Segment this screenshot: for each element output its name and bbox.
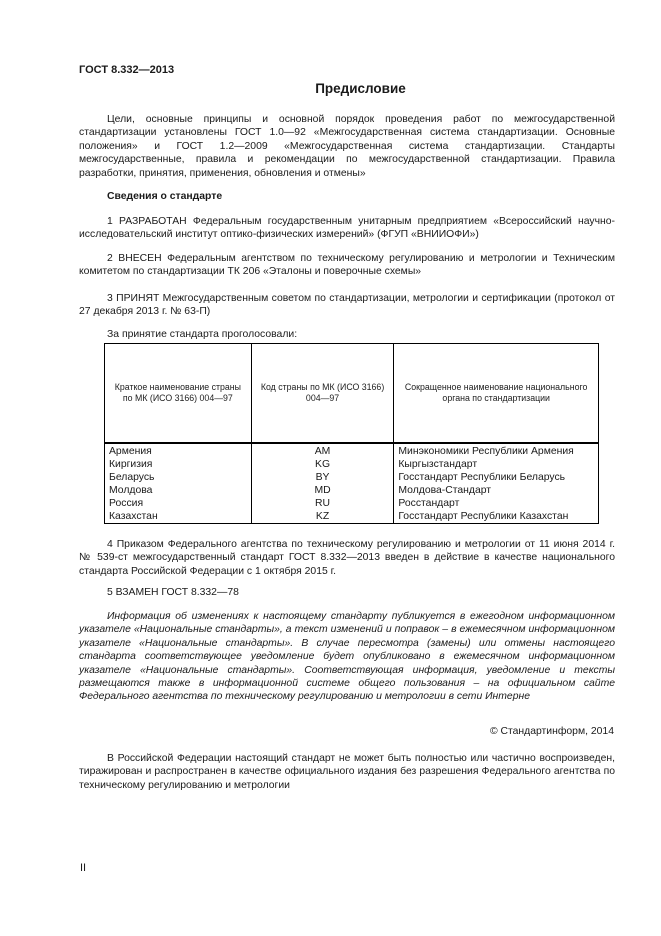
column-header-country: Краткое наименование страны по МК (ИСО 3166) 004—97 <box>105 344 252 444</box>
table-row <box>105 497 599 510</box>
code-cell: AM <box>251 443 394 458</box>
body-cell: Кыргызстандарт <box>394 458 599 471</box>
code-cell: KZ <box>251 510 394 524</box>
body-cell: Минэкономики Республики Армения <box>394 443 599 458</box>
country-cell: Армения <box>105 443 252 458</box>
item-enacted: 4 Приказом Федерального агентства по техническому регулированию и метрологии от 11 июня 2014 г. № 539-ст межгосударственный стандарт ГОСТ 8.332—2013 введен в действие в качестве национального стандарта Российской Федерации с 1 октября 2015 г. <box>79 539 615 577</box>
changes-info-paragraph: Информация об изменениях к настоящему стандарту публикуется в ежегодном информационном указателе «Национальные стандарты», а текст изменений и поправок – в ежемесячном информационном указателе «Национальные стандарты». В случае пересмотра (замены) или отмены настоящего стандарта соответствующее уведомление будет опубликовано в ежемесячном информационном указателе «Национальные стандарты». Соответствующая информация, уведомление и тексты размещаются также в информационной системе общего пользования – на официальном сайте Федерального агентства по техническому регулированию и метрологии в сети Интерне <box>79 611 615 703</box>
column-header-body: Сокращенное наименование национального органа по стандартизации <box>394 344 599 444</box>
table-header-row <box>105 344 599 444</box>
item-introduced: 2 ВНЕСЕН Федеральным агентством по техническому регулированию и метрологии и Техническим комитетом по стандартизации ТК 206 «Эталоны и поверочные схемы» <box>79 253 615 278</box>
vote-table <box>104 343 599 524</box>
code-cell: KG <box>251 458 394 471</box>
country-cell: Молдова <box>105 484 252 497</box>
page-number: II <box>80 862 87 874</box>
country-cell: Казахстан <box>105 510 252 524</box>
table-row <box>105 443 599 458</box>
body-cell: Госстандарт Республики Казахстан <box>394 510 599 524</box>
body-cell: Росстандарт <box>394 497 599 510</box>
country-cell: Беларусь <box>105 471 252 484</box>
section-heading: Сведения о стандарте <box>107 191 223 202</box>
table-row <box>105 484 599 497</box>
table-row <box>105 471 599 484</box>
vote-caption: За принятие стандарта проголосовали: <box>107 329 298 340</box>
table-row <box>105 458 599 471</box>
table-row <box>105 510 599 524</box>
country-cell: Россия <box>105 497 252 510</box>
copyright-notice: © Стандартинформ, 2014 <box>489 726 614 737</box>
code-cell: RU <box>251 497 394 510</box>
intro-paragraph: Цели, основные принципы и основной порядок проведения работ по межгосударственной стандартизации установлены ГОСТ 1.0—92 «Межгосударственная система стандартизации. Основные положения» и ГОСТ 1.2—2009 «Межгосударственная система стандартизации. Стандарты межгосударственные, правила и рекомендации по межгосударственной стандартизации. Правила разработки, принятия, применения, обновления и отмены» <box>79 114 615 179</box>
code-cell: BY <box>251 471 394 484</box>
item-adopted: 3 ПРИНЯТ Межгосударственным советом по стандартизации, метрологии и сертификации (протокол от 27 декабря 2013 г. № 63-П) <box>79 293 615 318</box>
code-cell: MD <box>251 484 394 497</box>
item-replaces: 5 ВЗАМЕН ГОСТ 8.332—78 <box>107 587 239 598</box>
column-header-code: Код страны по МК (ИСО 3166) 004—97 <box>251 344 394 444</box>
body-cell: Молдова-Стандарт <box>394 484 599 497</box>
page-title: Предисловие <box>315 81 406 96</box>
item-developed: 1 РАЗРАБОТАН Федеральным государственным унитарным предприятием «Всероссийский научно-исследовательский институт оптико-физических измерений» (ФГУП «ВНИИОФИ») <box>79 216 615 241</box>
document-id: ГОСТ 8.332—2013 <box>79 64 175 76</box>
body-cell: Госстандарт Республики Беларусь <box>394 471 599 484</box>
reproduction-notice: В Российской Федерации настоящий стандарт не может быть полностью или частично воспроизведен, тиражирован и распространен в качестве официального издания без разрешения Федерального агентства по техническому регулированию и метрологии <box>79 753 615 791</box>
country-cell: Киргизия <box>105 458 252 471</box>
